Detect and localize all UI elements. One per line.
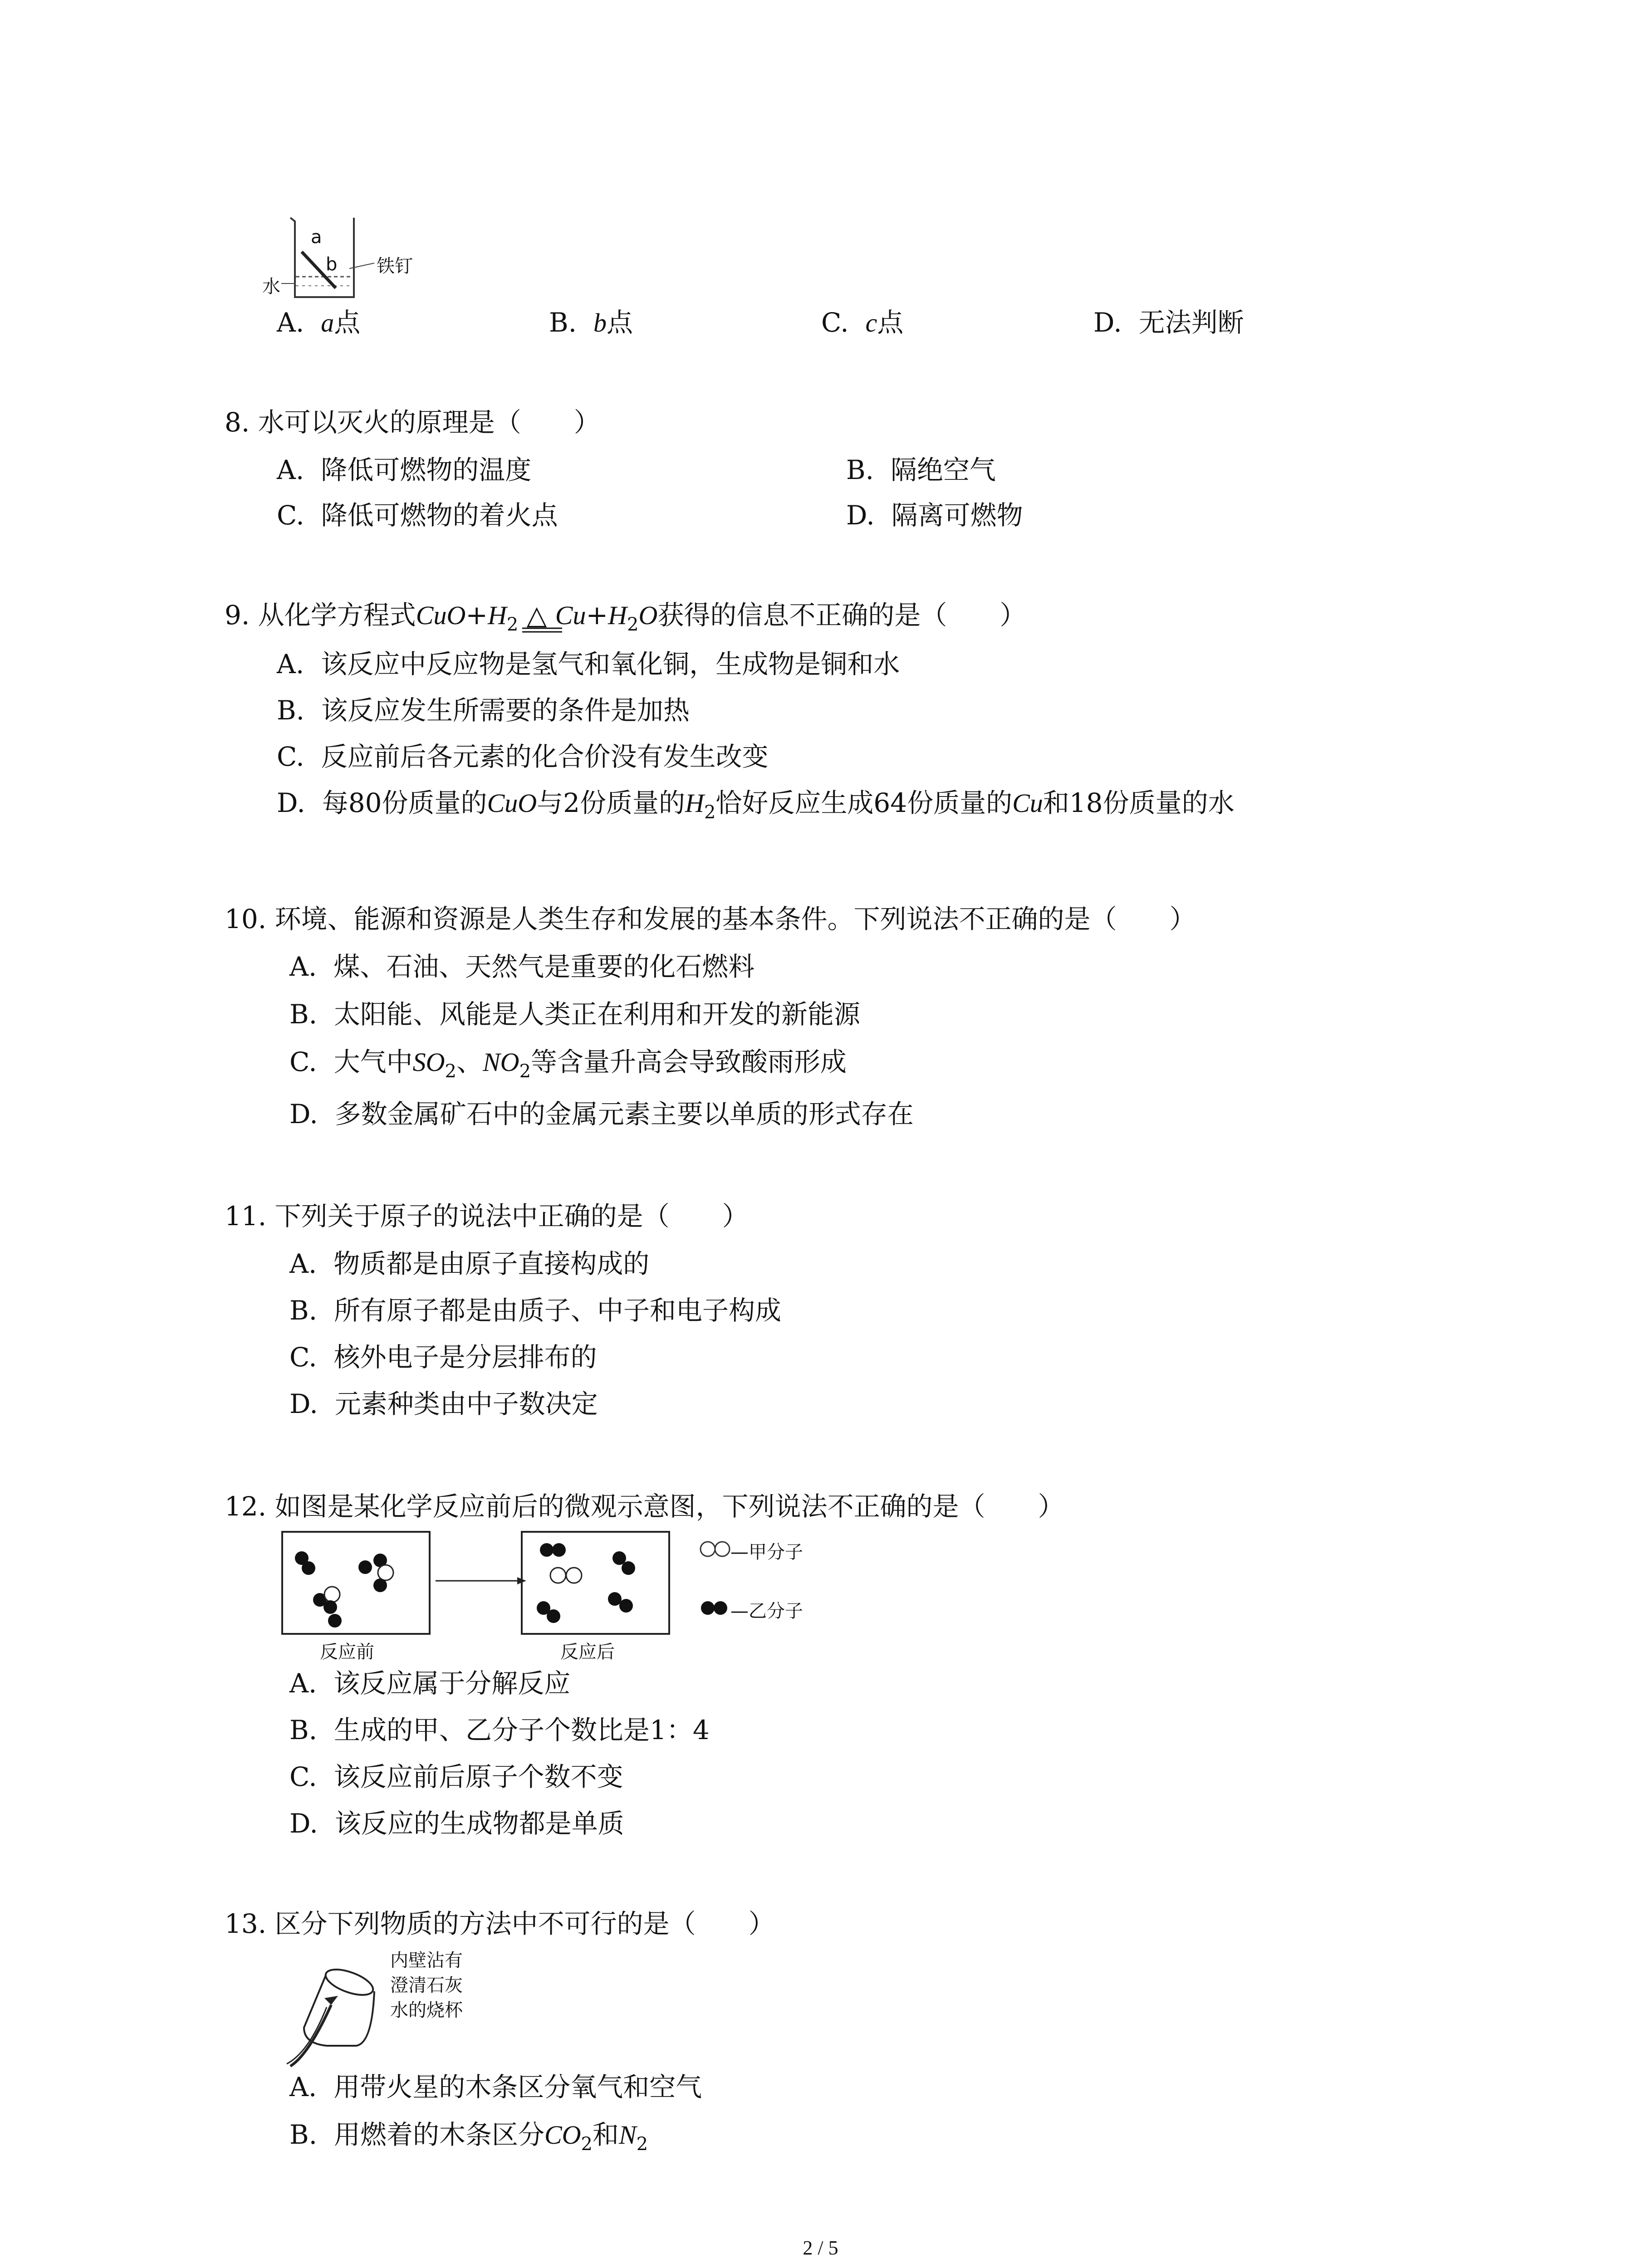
q12-option-d: D. 该反应的生成物都是单质 <box>289 1808 624 1839</box>
q13-option-a: A. 用带火星的木条区分氧气和空气 <box>289 2072 702 2102</box>
q7-option-a: A. a点 <box>277 307 361 338</box>
q11-option-c: C. 核外电子是分层排布的 <box>289 1342 597 1373</box>
q12-option-c: C. 该反应前后原子个数不变 <box>289 1761 623 1792</box>
fig-label-nail: 铁钉 <box>377 256 413 277</box>
q7-option-c: C. c点 <box>821 307 904 338</box>
q10-option-d: D. 多数金属矿石中的金属元素主要以单质的形式存在 <box>289 1099 914 1129</box>
fig-label-b: b <box>326 254 338 275</box>
q9-stem: 9. 从化学方程式$CuO+H_2$ △ $Cu+H_2O$获得的信息不正确的是（ ） <box>225 600 1026 635</box>
legend-jia-molecule: —甲分子 <box>730 1542 803 1563</box>
q13-option-b: B. 用燃着的木条区分$CO_2$和$N_2$ <box>289 2119 648 2155</box>
q10-option-a: A. 煤、石油、天然气是重要的化石燃料 <box>289 951 755 982</box>
legend-yi-molecule: —乙分子 <box>730 1601 803 1622</box>
q8-option-d: D. 隔离可燃物 <box>846 500 1023 531</box>
q10-option-c: C. 大气中$SO_2$、$NO_2$等含量升高会导致酸雨形成 <box>289 1046 847 1082</box>
inverted-beaker-illustration <box>281 1964 386 2068</box>
q12-option-a: A. 该反应属于分解反应 <box>289 1668 571 1699</box>
beaker-label-line3: 水的烧杯 <box>390 2000 463 2021</box>
reaction-condition-heat: △ <box>526 600 547 631</box>
q11-option-b: B. 所有原子都是由质子、中子和电子构成 <box>289 1295 781 1326</box>
q9-option-c: C. 反应前后各元素的化合价没有发生改变 <box>277 741 769 772</box>
q11-stem: 11. 下列关于原子的说法中正确的是（ ） <box>225 1201 749 1232</box>
q8-option-c: C. 降低可燃物的着火点 <box>277 500 558 531</box>
q11-option-d: D. 元素种类由中子数决定 <box>289 1388 598 1419</box>
q13-stem: 13. 区分下列物质的方法中不可行的是（ ） <box>225 1908 775 1939</box>
q8-option-b: B. 隔绝空气 <box>846 455 996 485</box>
label-before: 反应前 <box>320 1642 374 1662</box>
fig-label-water: 水 <box>262 276 280 297</box>
q10-option-b: B. 太阳能、风能是人类正在利用和开发的新能源 <box>289 999 860 1030</box>
molecular-reaction-diagram <box>281 1531 962 1667</box>
q9-option-a: A. 该反应中反应物是氢气和氧化铜，生成物是铜和水 <box>277 649 900 679</box>
q9-option-b: B. 该反应发生所需要的条件是加热 <box>277 695 690 726</box>
q9-option-d: D. 每80份质量的CuO与2份质量的$H_2$恰好反应生成64份质量的Cu和18份质量的水 <box>277 787 1234 823</box>
q12-stem: 12. 如图是某化学反应前后的微观示意图，下列说法不正确的是（ ） <box>225 1491 1064 1522</box>
fig-label-a: a <box>311 227 322 248</box>
q7-option-b: B. b点 <box>549 307 633 338</box>
q8-stem: 8. 水可以灭火的原理是（ ） <box>225 407 600 438</box>
q8-option-a: A. 降低可燃物的温度 <box>277 455 532 485</box>
q11-option-a: A. 物质都是由原子直接构成的 <box>289 1248 650 1279</box>
page-number: 2 / 5 <box>803 2237 838 2259</box>
q7-option-d: D. 无法判断 <box>1093 307 1244 338</box>
q12-option-b: B. 生成的甲、乙分子个数比是1：4 <box>289 1715 710 1745</box>
label-after: 反应后 <box>560 1642 615 1662</box>
beaker-label-line2: 澄清石灰 <box>390 1975 463 1996</box>
q10-stem: 10. 环境、能源和资源是人类生存和发展的基本条件。下列说法不正确的是（ ） <box>225 904 1196 934</box>
beaker-label-line1: 内壁沾有 <box>390 1950 463 1971</box>
